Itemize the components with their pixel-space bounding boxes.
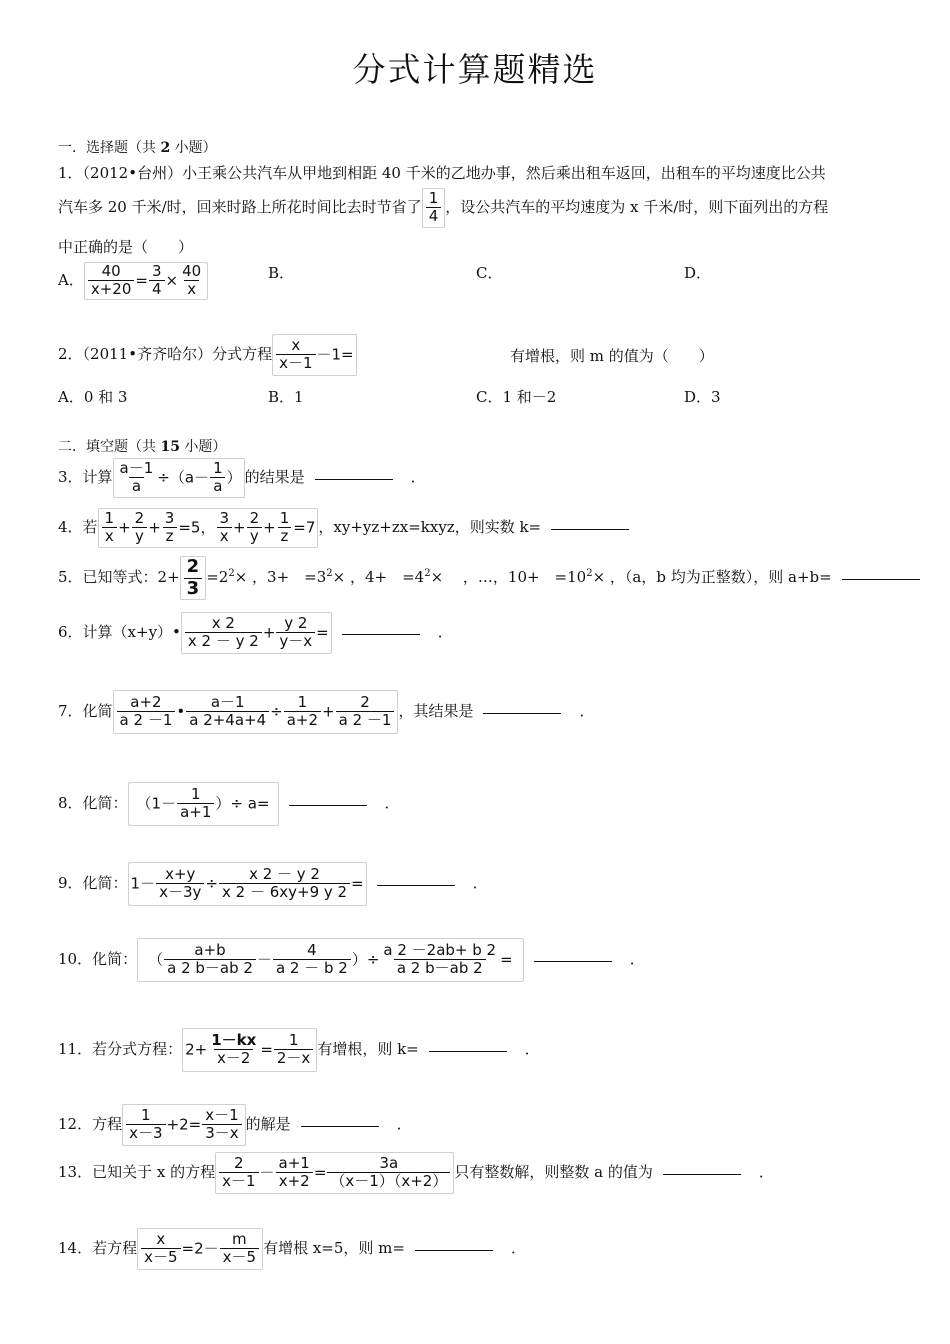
period: ． (579, 701, 595, 720)
numerator: 1 (297, 693, 308, 711)
fraction (277, 510, 293, 546)
question-11 (58, 1028, 540, 1072)
denominator: （x－1）（x+2） (327, 1172, 450, 1190)
fraction (327, 1155, 450, 1191)
denominator: y－x (276, 632, 315, 650)
numerator: a 2 －2ab+ b 2 (383, 941, 497, 959)
formula-text: +2= (166, 1115, 202, 1134)
denominator: a 2 b－ab 2 (394, 959, 486, 977)
fraction (219, 866, 350, 902)
denominator: a 2 －1 (117, 711, 176, 729)
question-text: 有增根 x=5，则 m= (263, 1238, 405, 1257)
fraction (126, 1107, 165, 1143)
formula-q10 (137, 938, 524, 982)
plus: + (118, 518, 131, 537)
answer-blank[interactable] (534, 960, 612, 962)
question-14 (58, 1228, 526, 1270)
numerator: 1 (288, 1031, 299, 1049)
denominator: x－3y (156, 883, 204, 901)
choice-label: A． (58, 270, 84, 289)
question-9 (58, 862, 488, 906)
superscript: 2 (228, 568, 235, 580)
fraction (162, 510, 178, 546)
formula-text: × ，…，10+ =10 (430, 568, 587, 587)
equals-sign: = (135, 271, 148, 290)
question-text: ，其结果是 (398, 701, 474, 720)
numerator: a+1 (278, 1154, 310, 1172)
numerator: y 2 (284, 614, 308, 632)
question-3 (58, 458, 426, 498)
answer-blank[interactable] (429, 1050, 507, 1052)
formula-text: （ (148, 950, 164, 969)
answer-blank[interactable] (483, 712, 561, 714)
times-sign: × (165, 271, 179, 290)
period: ． (510, 1238, 526, 1257)
formula-q4 (98, 508, 319, 548)
choice-b[interactable]: B． (268, 264, 295, 282)
formula-text: × ，3+ =3 (234, 568, 327, 587)
numerator: 2 (249, 509, 260, 527)
denominator: x 2 － 6xy+9 y 2 (219, 883, 350, 901)
question-text: 有增根，则 k= (317, 1039, 419, 1058)
denominator: 4 (426, 207, 442, 225)
fraction (247, 510, 263, 546)
period: ． (629, 949, 645, 968)
formula-text: =2 (206, 568, 229, 587)
fraction (380, 942, 499, 978)
equals-sign: = (351, 874, 364, 893)
plus: + (148, 518, 161, 537)
denominator: 3 (184, 578, 203, 600)
question-text: 8．化简： (58, 793, 128, 812)
period: ． (524, 1039, 540, 1058)
denominator: a 2 －1 (336, 711, 395, 729)
numerator: a－1 (119, 459, 154, 477)
superscript: 2 (586, 568, 593, 580)
period: ． (410, 467, 426, 486)
fraction (220, 1231, 259, 1267)
numerator: a+b (194, 941, 226, 959)
question-2 (58, 334, 357, 376)
question-10 (58, 938, 645, 982)
question-5 (58, 556, 920, 600)
denominator: x－5 (141, 1248, 180, 1266)
plus: + (233, 518, 246, 537)
denominator: z (163, 527, 177, 545)
formula-q2 (272, 334, 357, 376)
formula-q3 (113, 458, 245, 498)
denominator: a+1 (177, 803, 214, 821)
fraction (149, 263, 165, 299)
equals-sign: = (500, 950, 513, 969)
formula-q7 (113, 690, 399, 734)
fraction (88, 263, 135, 299)
question-text: 3．计算 (58, 467, 113, 486)
question-7 (58, 690, 594, 734)
fraction (164, 942, 256, 978)
numerator: m (232, 1230, 247, 1248)
minus: － (259, 1163, 275, 1182)
numerator: 1 (279, 509, 290, 527)
fraction (426, 190, 442, 226)
formula-q12 (122, 1104, 246, 1146)
answer-blank[interactable] (377, 884, 455, 886)
question-1-text: 汽车多 20 千米/时，回来时路上所花时间比去时节省了 (58, 197, 422, 216)
denominator: 3－x (202, 1124, 241, 1142)
question-text: 的结果是 (244, 467, 305, 486)
question-2-text: 2．（2011•齐齐哈尔）分式方程 (58, 344, 273, 363)
denominator: a 2+4a+4 (186, 711, 269, 729)
fraction (117, 460, 157, 496)
equals-sign: = (316, 623, 329, 642)
question-text: × ，（a，b 均为正整数），则 a+b= (592, 568, 832, 587)
choice-d[interactable]: D． (684, 264, 712, 282)
formula-text: （1－ (136, 794, 177, 813)
numerator: 1 (428, 189, 439, 207)
formula-text: =2－ (181, 1239, 219, 1258)
formula-text: 2+ (185, 1040, 208, 1059)
fraction (202, 1107, 241, 1143)
question-1-line-2 (58, 188, 828, 228)
question-2-tail: 有增根，则 m 的值为（ ） (510, 347, 714, 365)
numerator: x 2 (211, 614, 235, 632)
fraction (273, 942, 351, 978)
denominator: a (129, 477, 144, 495)
choice-a[interactable]: A．0 和 3 (58, 388, 128, 406)
dot-operator: • (176, 702, 186, 721)
formula-q8 (128, 782, 279, 826)
question-text: 14．若方程 (58, 1238, 138, 1257)
denominator: 4 (149, 280, 165, 298)
numerator: 3 (219, 509, 230, 527)
section-heading-choice (58, 137, 217, 157)
formula-q9 (128, 862, 367, 906)
numerator: 2 (134, 509, 145, 527)
equals-sign: = (260, 1040, 273, 1059)
question-6 (58, 612, 453, 654)
denominator: x (217, 527, 232, 545)
fraction (177, 786, 214, 822)
numerator: x+y (165, 865, 196, 883)
numerator: 2 (186, 556, 200, 577)
answer-blank[interactable] (289, 804, 367, 806)
denominator: y (247, 527, 262, 545)
formula-text: ）÷ a= (215, 794, 270, 813)
denominator: a+2 (284, 711, 321, 729)
denominator: x－2 (214, 1049, 253, 1067)
period: ． (396, 1114, 412, 1133)
numerator: 1 (213, 459, 223, 477)
answer-blank[interactable] (551, 528, 629, 530)
formula-q6 (181, 612, 332, 654)
question-12 (58, 1104, 412, 1146)
answer-blank[interactable] (663, 1173, 741, 1175)
fraction (276, 1155, 313, 1191)
question-text: 13．已知关于 x 的方程 (58, 1162, 216, 1181)
minus: － (256, 950, 272, 969)
formula-text: =5， (178, 518, 216, 537)
section-label-tail: 小题） (179, 439, 227, 455)
divide-sign: ÷ (205, 874, 218, 893)
fraction (132, 510, 148, 546)
formula-tail: －1= (316, 345, 354, 364)
plus: + (262, 623, 276, 642)
fraction (102, 510, 118, 546)
numerator: 1 (104, 509, 115, 527)
fraction (208, 1032, 259, 1068)
period: ． (384, 793, 400, 812)
fraction (276, 615, 315, 651)
question-1-line-1: 1．（2012•台州）小王乘公共汽车从甲地到相距 40 千米的乙地办事，然后乘出租车返回，出租车的平均速度比公共 (58, 164, 826, 182)
formula-choice-a (84, 262, 208, 300)
question-text: 7．化简 (58, 701, 113, 720)
formula-text: ÷（a－ (157, 468, 210, 487)
denominator: a (210, 477, 225, 495)
question-text: 9．化简： (58, 873, 128, 892)
formula-q5 (180, 556, 207, 600)
numerator: x－1 (205, 1106, 239, 1124)
fraction (336, 694, 395, 730)
formula-one-quarter (422, 188, 446, 228)
question-text: 5．已知等式：2+ (58, 568, 180, 587)
denominator: x+2 (276, 1172, 313, 1190)
numerator: 3 (164, 509, 175, 527)
denominator: z (278, 527, 292, 545)
denominator: x 2 － y 2 (185, 632, 262, 650)
numerator: 2 (360, 693, 370, 711)
question-text: ，xy+yz+zx=kxyz，则实数 k= (318, 517, 542, 536)
numerator: 40 (101, 262, 121, 280)
period: ． (472, 873, 488, 892)
answer-blank[interactable] (315, 478, 393, 480)
choice-c[interactable]: C．1 和－2 (476, 388, 557, 406)
question-text: 12．方程 (58, 1114, 123, 1133)
plus: + (322, 702, 335, 721)
divide-sign: ÷ (270, 702, 283, 721)
numerator: a+2 (130, 693, 162, 711)
fraction (216, 510, 232, 546)
section-count: 15 (160, 439, 180, 455)
numerator: 2 (234, 1154, 244, 1172)
denominator: x－3 (126, 1124, 165, 1142)
fraction (276, 337, 315, 373)
section-count: 2 (160, 140, 171, 156)
choice-b[interactable]: B．1 (268, 388, 304, 406)
answer-blank[interactable] (415, 1249, 493, 1251)
superscript: 2 (424, 568, 431, 580)
denominator: a 2 b－ab 2 (164, 959, 256, 977)
fraction (284, 694, 321, 730)
denominator: x－5 (220, 1248, 259, 1266)
numerator: a－1 (210, 693, 245, 711)
formula-text: ）÷ (351, 950, 380, 969)
section-heading-fill (58, 436, 226, 456)
fraction (184, 557, 203, 599)
denominator: x－1 (219, 1172, 258, 1190)
formula-q11 (182, 1028, 317, 1072)
denominator: x+20 (88, 280, 135, 298)
denominator: x (184, 280, 199, 298)
formula-q14 (137, 1228, 263, 1270)
fraction (186, 694, 269, 730)
denominator: x－1 (276, 354, 315, 372)
section-label-tail: 小题） (170, 140, 217, 156)
section-label: 一．选择题（共 (58, 140, 161, 156)
numerator: 3 (151, 262, 162, 280)
denominator: a 2 － b 2 (273, 959, 351, 977)
formula-text: × ，4+ =4 (332, 568, 425, 587)
fraction (274, 1032, 313, 1068)
question-text: 的解是 (245, 1114, 291, 1133)
equals-sign: = (313, 1163, 327, 1182)
question-1-line-3: 中正确的是（ ） (58, 238, 194, 256)
formula-text: =7 (293, 518, 316, 537)
question-text: 10．化简： (58, 949, 138, 968)
fraction (210, 460, 226, 496)
question-text: 11．若分式方程： (58, 1039, 183, 1058)
denominator: y (132, 527, 147, 545)
question-8 (58, 782, 400, 826)
choice-d[interactable]: D．3 (684, 388, 721, 406)
numerator: x (156, 1230, 166, 1248)
fraction (156, 866, 204, 902)
period: ． (437, 622, 453, 641)
superscript: 2 (326, 568, 333, 580)
formula-text: 1－ (130, 874, 156, 893)
fraction (179, 263, 204, 299)
numerator: x (291, 336, 301, 354)
denominator: 2－x (274, 1049, 313, 1067)
denominator: x (102, 527, 117, 545)
formula-q13 (215, 1152, 454, 1194)
fraction (219, 1155, 258, 1191)
answer-blank[interactable] (342, 633, 420, 635)
choice-a[interactable] (58, 262, 208, 300)
choice-c[interactable]: C． (476, 264, 503, 282)
question-text: 只有整数解，则整数 a 的值为 (454, 1162, 653, 1181)
answer-blank[interactable] (842, 578, 920, 580)
fraction (117, 694, 176, 730)
formula-text: ） (226, 468, 242, 487)
answer-blank[interactable] (301, 1125, 379, 1127)
question-text: 6．计算（x+y）• (58, 622, 181, 641)
question-text: 4．若 (58, 517, 98, 536)
period: ． (758, 1162, 774, 1181)
page-title: 分式计算题精选 (352, 50, 598, 89)
question-13 (58, 1152, 774, 1194)
fraction (141, 1231, 180, 1267)
section-label: 二．填空题（共 (58, 439, 161, 455)
fraction (185, 615, 262, 651)
numerator: 1 (141, 1106, 151, 1124)
plus: + (263, 518, 276, 537)
numerator: 1 (190, 785, 201, 803)
question-1-text-2: ，设公共汽车的平均速度为 x 千米/时，则下面列出的方程 (445, 197, 829, 216)
question-4 (58, 508, 647, 548)
numerator: 4 (307, 941, 317, 959)
numerator: x 2 － y 2 (249, 865, 320, 883)
numerator: 3a (379, 1154, 399, 1172)
numerator: 1－kx (211, 1031, 257, 1049)
numerator: 40 (182, 262, 202, 280)
